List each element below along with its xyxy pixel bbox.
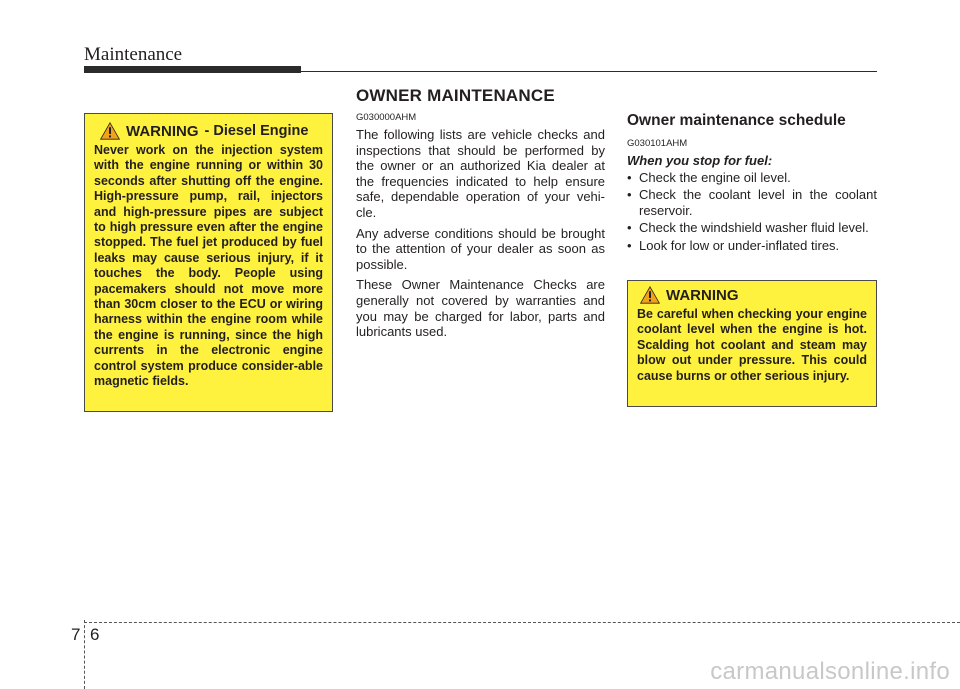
warning-sublabel: - Diesel Engine [204,123,309,139]
warning-heading [637,286,867,304]
chapter-number: 7 [71,625,81,644]
intro-column [356,112,605,345]
warning-box-diesel [84,113,333,412]
list-item: • Look for low or under-inflated tires. [627,238,877,253]
page-number: 6 [90,625,100,644]
intro-paragraph: Any adverse conditions should be brought to the attention of your dealer as soon as possible. [356,225,605,272]
list-item: • Check the coolant level in the coolant reservoir. [627,187,877,218]
intro-paragraph: These Owner Maintenance Checks are generally not covered by warranties and you may be charged for labor, parts and lubricants used. [356,277,605,340]
schedule-code: G030101AHM [627,138,688,149]
page-hline [84,622,960,623]
list-item: • Check the engine oil level. [627,170,877,185]
warning-text: Never work on the injection system with the engine running or within 30 seconds after shutting off the engine. High-pressure pump, rail, injectors and high-pressure pipes are subject to high pressure even after the engine stopped. The fuel jet produced by fuel leaks may cause serious injury, if it touches the body. People using pacemakers should not move more than 30cm closer to the ECU or wiring harness within the engine room while the engine is running, since the high currents in the electronic engine control system produce consider-able magnetic fields. [94,143,323,389]
warning-box-coolant [627,280,877,407]
schedule-column [627,112,877,255]
schedule-title: Owner maintenance schedule [627,112,846,129]
header-bar [84,66,301,73]
schedule-list [627,170,877,253]
warning-triangle-icon [100,122,120,140]
section-title: OWNER MAINTENANCE [356,86,555,105]
warning-label: WARNING [126,122,199,140]
warning-heading [94,122,323,140]
warning-label: WARNING [666,286,739,304]
section-code: G030000AHM [356,112,417,123]
watermark: carmanualsonline.info [710,658,950,685]
warning-text: Be careful when checking your engine coolant level when the engine is hot. Scalding hot coolant and steam may blow out under pressure. This could cause burns or other serious injury. [637,307,867,383]
warning-triangle-icon [640,286,660,304]
header-title: Maintenance [84,44,183,65]
page-vline [84,620,85,689]
schedule-subheading: When you stop for fuel: [627,153,773,168]
header-rule [301,71,877,72]
list-item: • Check the windshield washer fluid level. [627,220,877,235]
intro-paragraph: The following lists are vehicle checks and inspections that should be performed by the owner or an authorized Kia dealer at the frequencies indicated to help ensure safe, dependable operation of your vehi-cle. [356,127,605,220]
